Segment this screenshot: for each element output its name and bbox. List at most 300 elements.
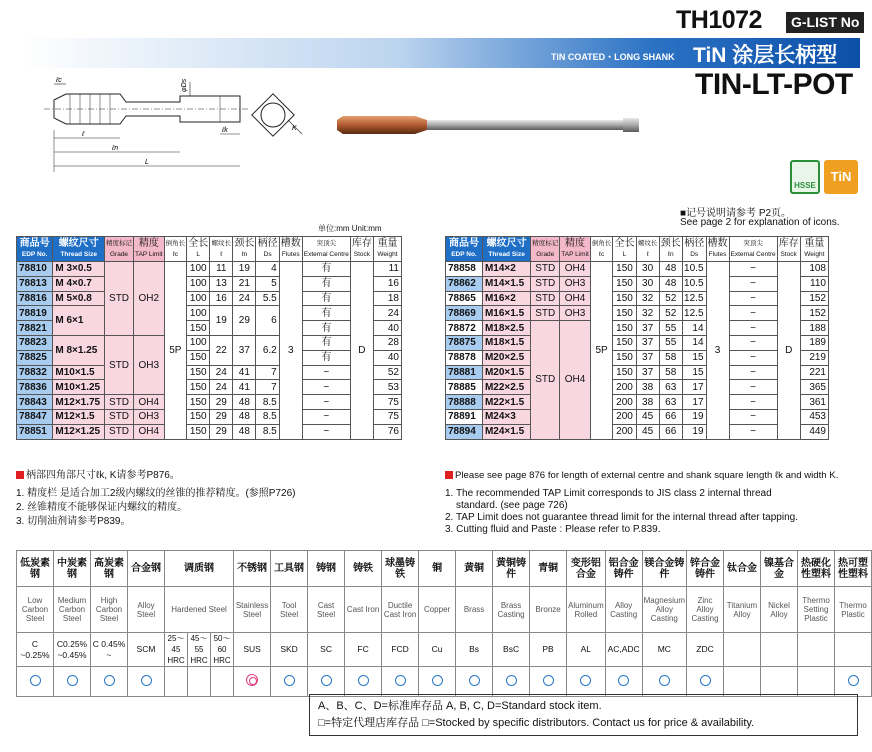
- material-code: [798, 633, 835, 667]
- cell-size: M16×1.5: [482, 306, 530, 321]
- material-mark: [308, 667, 345, 697]
- cell-ln: 48: [233, 424, 256, 439]
- cell-ln: 21: [233, 276, 256, 291]
- suitable-circle-icon: [321, 675, 332, 686]
- cell-ln: 48: [659, 262, 682, 277]
- table-row: [17, 380, 402, 395]
- note-left-1: 1. 精度栏 是适合加工2级内螺纹的丝锥的推荐精度。(参照P726): [16, 488, 296, 499]
- note-right-0: Please see page 876 for length of external centre and shank square length ℓk and width K.: [445, 470, 838, 482]
- material-name: 不锈钢: [234, 551, 271, 587]
- material-name: 钛合金: [724, 551, 761, 587]
- cell-weight: 152: [800, 306, 828, 321]
- cell-L: 150: [187, 424, 210, 439]
- cell-size: M12×1.25: [53, 424, 105, 439]
- cell-tap: OH3: [560, 276, 591, 291]
- cell-centre: −: [729, 276, 777, 291]
- cell-lc: 5P: [164, 262, 187, 440]
- material-mark: [761, 667, 798, 697]
- catalog-code: TH1072: [676, 6, 762, 34]
- th-size: 螺纹尺寸 Thread Size: [482, 237, 530, 262]
- cell-edp: 78813: [17, 276, 53, 291]
- material-mark: [605, 667, 642, 697]
- cell-l: 37: [636, 321, 659, 336]
- suitable-circle-icon: [700, 675, 711, 686]
- note-left-3: 3. 切削油剂请参考P839。: [16, 516, 131, 527]
- cell-centre: −: [729, 262, 777, 277]
- suitable-circle-icon: [141, 675, 152, 686]
- cell-edp: 78875: [446, 335, 483, 350]
- cell-size: M22×1.5: [482, 395, 530, 410]
- material-mark: [419, 667, 456, 697]
- dim-ln: ℓn: [112, 145, 119, 152]
- material-name: 合金钢: [128, 551, 165, 587]
- material-mark: [493, 667, 530, 697]
- cell-ln: 37: [233, 335, 256, 365]
- cell-size: M 8×1.25: [53, 335, 105, 365]
- material-name: 变形铝合金: [567, 551, 606, 587]
- material-name: 镁合金铸件: [642, 551, 686, 587]
- table-row: [446, 335, 829, 350]
- cell-weight: 18: [373, 291, 401, 306]
- cell-tap: OH4: [134, 424, 165, 439]
- cell-centre: 有: [302, 276, 350, 291]
- cell-edp: 78819: [17, 306, 53, 321]
- cell-ds: 7: [256, 380, 279, 395]
- material-name-en: Thermo Setting Plastic: [798, 587, 835, 633]
- cell-ds: 14: [682, 335, 706, 350]
- material-code: 45～55 HRC: [188, 633, 211, 667]
- subtitle-cn: TiN 涂层长柄型: [693, 44, 838, 67]
- cell-tap: OH4: [560, 262, 591, 277]
- cell-weight: 75: [373, 395, 401, 410]
- red-square-icon: [16, 471, 24, 479]
- suitable-circle-icon: [543, 675, 554, 686]
- cell-centre: −: [729, 321, 777, 336]
- material-name-en: Stainless Steel: [234, 587, 271, 633]
- cell-size: M20×1.5: [482, 365, 530, 380]
- cell-centre: 有: [302, 306, 350, 321]
- cell-L: 100: [187, 291, 210, 306]
- red-square-icon: [445, 471, 453, 479]
- material-name: 热硬化性塑料: [798, 551, 835, 587]
- cell-weight: 40: [373, 350, 401, 365]
- model-name: TIN-LT-POT: [695, 68, 853, 101]
- cell-lc: 5P: [590, 262, 613, 440]
- th-grade: 精度标记 Grade: [105, 237, 134, 262]
- material-name: 锌合金铸件: [687, 551, 724, 587]
- cell-flutes: 3: [279, 262, 302, 440]
- cell-size: M14×2: [482, 262, 530, 277]
- cell-grade: STD: [531, 262, 560, 277]
- optimal-double-circle-icon: [246, 674, 258, 686]
- cell-l: 45: [636, 424, 659, 439]
- tap-dimension-drawing: [30, 72, 320, 182]
- cell-ln: 66: [659, 409, 682, 424]
- cell-l: 16: [210, 291, 233, 306]
- th-ln: 颈长 ℓn: [659, 237, 682, 262]
- cell-size: M24×1.5: [482, 424, 530, 439]
- suitable-circle-icon: [580, 675, 591, 686]
- cell-weight: 52: [373, 365, 401, 380]
- table-row: [17, 424, 402, 439]
- cell-tap: OH4: [560, 321, 591, 439]
- note-right-3: 3. Cutting fluid and Paste : Please refer to P.839.: [445, 524, 661, 535]
- material-code: SCM: [128, 633, 165, 667]
- cell-edp: 78862: [446, 276, 483, 291]
- cell-size: M10×1.5: [53, 365, 105, 380]
- suitable-circle-icon: [506, 675, 517, 686]
- cell-edp: 78888: [446, 395, 483, 410]
- material-name-en: Titanium Alloy: [724, 587, 761, 633]
- material-code: FC: [345, 633, 382, 667]
- cell-edp: 78865: [446, 291, 483, 306]
- table-row: [17, 365, 402, 380]
- cell-ln: 52: [659, 306, 682, 321]
- material-name-en: Copper: [419, 587, 456, 633]
- cell-centre: −: [302, 424, 350, 439]
- cell-edp: 78872: [446, 321, 483, 336]
- cell-l: 45: [636, 409, 659, 424]
- cell-tap: OH3: [134, 409, 165, 424]
- cell-edp: 78851: [17, 424, 53, 439]
- material-name-en: Ductile Cast Iron: [382, 587, 419, 633]
- cell-centre: −: [302, 365, 350, 380]
- material-name: 低炭素钢: [17, 551, 54, 587]
- table-row: [446, 365, 829, 380]
- cell-l: 29: [210, 395, 233, 410]
- cell-grade: STD: [105, 424, 134, 439]
- material-name: 工具钢: [271, 551, 308, 587]
- material-mark: [271, 667, 308, 697]
- cell-ds: 15: [682, 350, 706, 365]
- material-name: 铝合金铸件: [605, 551, 642, 587]
- cell-l: 29: [210, 409, 233, 424]
- material-name: 镍基合金: [761, 551, 798, 587]
- material-mark: [456, 667, 493, 697]
- th-lc: 倒角长 ℓc: [164, 237, 187, 262]
- cell-edp: 78885: [446, 380, 483, 395]
- table-row: [17, 395, 402, 410]
- cell-L: 200: [613, 380, 636, 395]
- cell-edp: 78843: [17, 395, 53, 410]
- cell-ds: 7: [256, 365, 279, 380]
- cell-ln: 48: [659, 276, 682, 291]
- th-stock: 库存 Stock: [350, 237, 373, 262]
- tin-coating-icon: TiN: [824, 160, 858, 194]
- cell-size: M24×3: [482, 409, 530, 424]
- cell-ds: 17: [682, 380, 706, 395]
- material-mark: [234, 667, 271, 697]
- cell-ds: 10.5: [682, 262, 706, 277]
- material-name-en: Aluminum Rolled: [567, 587, 606, 633]
- cell-L: 150: [613, 350, 636, 365]
- cell-ln: 63: [659, 380, 682, 395]
- unit-label: 单位:mm Unit:mm: [318, 224, 382, 233]
- cell-ds: 19: [682, 409, 706, 424]
- table-row: [446, 350, 829, 365]
- th-L: 全长 L: [187, 237, 210, 262]
- cell-centre: −: [729, 291, 777, 306]
- material-name-en: Brass: [456, 587, 493, 633]
- table-row: [446, 262, 829, 277]
- cell-ds: 8.5: [256, 409, 279, 424]
- material-mark: [211, 667, 234, 697]
- cell-grade: STD: [531, 291, 560, 306]
- cell-L: 150: [187, 321, 210, 336]
- material-mark: [530, 667, 567, 697]
- material-mark: [724, 667, 761, 697]
- cell-ds: 15: [682, 365, 706, 380]
- material-code: ZDC: [687, 633, 724, 667]
- cell-weight: 28: [373, 335, 401, 350]
- material-mark: [567, 667, 606, 697]
- cell-grade: STD: [531, 321, 560, 439]
- cell-weight: 53: [373, 380, 401, 395]
- material-en-row: [17, 587, 872, 633]
- cell-l: 29: [210, 424, 233, 439]
- table-row: [17, 306, 402, 321]
- material-code: PB: [530, 633, 567, 667]
- suitable-circle-icon: [469, 675, 480, 686]
- cell-weight: 365: [800, 380, 828, 395]
- cell-weight: 219: [800, 350, 828, 365]
- cell-L: 100: [187, 262, 210, 277]
- dim-lk: ℓk: [222, 127, 228, 134]
- cell-tap: OH4: [134, 395, 165, 410]
- cell-grade: STD: [531, 306, 560, 321]
- cell-centre: −: [302, 395, 350, 410]
- cell-l: 37: [636, 350, 659, 365]
- cell-ds: 6.2: [256, 335, 279, 365]
- material-name-en: Brass Casting: [493, 587, 530, 633]
- material-name-en: Low Carbon Steel: [17, 587, 54, 633]
- cell-size: M 3×0.5: [53, 262, 105, 277]
- th-centre: 突顶尖 External Centre: [729, 237, 777, 262]
- cell-l: 30: [636, 262, 659, 277]
- cell-ln: 19: [233, 262, 256, 277]
- cell-centre: 有: [302, 321, 350, 336]
- cell-edp: 78823: [17, 335, 53, 350]
- suitable-circle-icon: [67, 675, 78, 686]
- cell-centre: −: [729, 380, 777, 395]
- material-code: SKD: [271, 633, 308, 667]
- material-code: [724, 633, 761, 667]
- material-code: 25～45 HRC: [165, 633, 188, 667]
- material-name-en: Nickel Alloy: [761, 587, 798, 633]
- cell-ds: 8.5: [256, 424, 279, 439]
- th-tap: 精度 TAP Limit: [134, 237, 165, 262]
- cell-centre: −: [729, 306, 777, 321]
- cell-L: 150: [613, 335, 636, 350]
- th-weight: 重量 Weight: [373, 237, 401, 262]
- material-name-en: Alloy Steel: [128, 587, 165, 633]
- th-l: 螺纹长 ℓ: [636, 237, 659, 262]
- cell-edp: 78878: [446, 350, 483, 365]
- cell-ln: 29: [233, 306, 256, 336]
- cell-weight: 24: [373, 306, 401, 321]
- material-name-en: Cast Steel: [308, 587, 345, 633]
- cell-l: 22: [210, 335, 233, 365]
- material-name-en: Magnesium Alloy Casting: [642, 587, 686, 633]
- dim-L: L: [145, 159, 149, 166]
- suitable-circle-icon: [30, 675, 41, 686]
- material-name: 黄铜铸件: [493, 551, 530, 587]
- suitable-circle-icon: [848, 675, 859, 686]
- cell-ds: 17: [682, 395, 706, 410]
- table-row: [17, 262, 402, 277]
- table-row: [446, 306, 829, 321]
- cell-grade: STD: [105, 335, 134, 394]
- th-tap: 精度 TAP Limit: [560, 237, 591, 262]
- material-mark: [17, 667, 54, 697]
- cell-tap: OH4: [560, 291, 591, 306]
- material-name: 黄铜: [456, 551, 493, 587]
- cell-weight: 221: [800, 365, 828, 380]
- cell-ds: 12.5: [682, 291, 706, 306]
- cell-l: 30: [636, 276, 659, 291]
- cell-weight: 361: [800, 395, 828, 410]
- material-code: SUS: [234, 633, 271, 667]
- cell-weight: 16: [373, 276, 401, 291]
- tap-product-photo: [335, 110, 645, 140]
- cell-L: 150: [613, 276, 636, 291]
- material-code: FCD: [382, 633, 419, 667]
- cell-l: 37: [636, 335, 659, 350]
- th-grade: 精度标记 Grade: [531, 237, 560, 262]
- cell-weight: 110: [800, 276, 828, 291]
- cell-L: 100: [187, 276, 210, 291]
- cell-ln: 48: [233, 409, 256, 424]
- cell-l: 24: [210, 380, 233, 395]
- cell-weight: 152: [800, 291, 828, 306]
- material-code-row: [17, 633, 872, 667]
- cell-ds: 6: [256, 306, 279, 336]
- th-ds: 柄径 Ds: [682, 237, 706, 262]
- cell-stock: D: [350, 262, 373, 440]
- table-row: [446, 409, 829, 424]
- material-name-en: Alloy Casting: [605, 587, 642, 633]
- cell-edp: 78832: [17, 365, 53, 380]
- material-code: [761, 633, 798, 667]
- cell-edp: 78825: [17, 350, 53, 365]
- cell-ln: 41: [233, 380, 256, 395]
- cell-ln: 48: [233, 395, 256, 410]
- cell-ln: 58: [659, 350, 682, 365]
- table-row: [446, 380, 829, 395]
- cell-size: M18×1.5: [482, 335, 530, 350]
- cell-ln: 52: [659, 291, 682, 306]
- spec-table-right: [445, 236, 829, 440]
- suitable-circle-icon: [358, 675, 369, 686]
- th-centre: 突顶尖 External Centre: [302, 237, 350, 262]
- cell-l: 32: [636, 291, 659, 306]
- material-code: Cu: [419, 633, 456, 667]
- table-row: [446, 321, 829, 336]
- th-weight: 重量 Weight: [800, 237, 828, 262]
- material-code: 50～60 HRC: [211, 633, 234, 667]
- cell-size: M 4×0.7: [53, 276, 105, 291]
- cell-size: M22×2.5: [482, 380, 530, 395]
- table-row: [17, 291, 402, 306]
- cell-grade: STD: [531, 276, 560, 291]
- th-flutes: 槽数 Flutes: [706, 237, 729, 262]
- material-name: 铸钢: [308, 551, 345, 587]
- material-code: AC,ADC: [605, 633, 642, 667]
- cell-l: 38: [636, 380, 659, 395]
- note-right-1: 1. The recommended TAP Limit corresponds to JIS class 2 internal thread: [445, 488, 772, 499]
- cell-ln: 63: [659, 395, 682, 410]
- material-code: Bs: [456, 633, 493, 667]
- cell-L: 150: [613, 291, 636, 306]
- material-mark: [54, 667, 91, 697]
- material-code: C 0.45% ~: [91, 633, 128, 667]
- material-name: 铸铁: [345, 551, 382, 587]
- cell-edp: 78821: [17, 321, 53, 336]
- cell-centre: −: [729, 350, 777, 365]
- cell-L: 150: [187, 395, 210, 410]
- cell-L: 200: [613, 424, 636, 439]
- icon-note-cn: ■记号说明请参考 P2页。: [680, 208, 792, 219]
- cell-edp: 78881: [446, 365, 483, 380]
- stock-legend-line2: □=特定代理店库存品 □=Stocked by specific distributors. Contact us for price & availability.: [318, 717, 755, 729]
- cell-centre: −: [729, 424, 777, 439]
- cell-size: M 6×1: [53, 306, 105, 336]
- cell-L: 150: [187, 380, 210, 395]
- cell-l: 19: [210, 306, 233, 336]
- cell-L: 200: [613, 395, 636, 410]
- cell-weight: 11: [373, 262, 401, 277]
- suitable-circle-icon: [659, 675, 670, 686]
- cell-grade: STD: [105, 409, 134, 424]
- cell-flutes: 3: [706, 262, 729, 440]
- stock-legend-line1: A、B、C、D=标准库存品 A, B, C, D=Standard stock item.: [318, 700, 602, 712]
- cell-ds: 14: [682, 321, 706, 336]
- th-size: 螺纹尺寸 Thread Size: [53, 237, 105, 262]
- suitable-circle-icon: [432, 675, 443, 686]
- cell-centre: −: [729, 395, 777, 410]
- cell-ds: 5: [256, 276, 279, 291]
- material-mark: [91, 667, 128, 697]
- note-right-2: 2. TAP Limit does not guarantee thread limit for the internal thread after tapping.: [445, 512, 798, 523]
- material-name-en: Zinc Alloy Casting: [687, 587, 724, 633]
- material-name: 热可塑性塑料: [835, 551, 872, 587]
- cell-L: 100: [187, 335, 210, 350]
- material-mark: [165, 667, 188, 697]
- cell-weight: 108: [800, 262, 828, 277]
- material-name-en: Medium Carbon Steel: [54, 587, 91, 633]
- suitable-circle-icon: [618, 675, 629, 686]
- material-name: 铜: [419, 551, 456, 587]
- material-name-en: Bronze: [530, 587, 567, 633]
- subtitle-en: TiN COATED・LONG SHANK: [551, 52, 675, 62]
- cell-centre: −: [729, 409, 777, 424]
- th-stock: 库存 Stock: [777, 237, 800, 262]
- cell-L: 150: [613, 365, 636, 380]
- table-row: [446, 291, 829, 306]
- material-name-en: High Carbon Steel: [91, 587, 128, 633]
- material-mark: [642, 667, 686, 697]
- th-l: 螺纹长 ℓ: [210, 237, 233, 262]
- material-mark: [835, 667, 872, 697]
- cell-ds: 8.5: [256, 395, 279, 410]
- th-ds: 柄径 Ds: [256, 237, 279, 262]
- material-code: C ~0.25%: [17, 633, 54, 667]
- material-suitability-row: [17, 667, 872, 697]
- cell-ds: 5.5: [256, 291, 279, 306]
- th-flutes: 槽数 Flutes: [279, 237, 302, 262]
- note-left-0: 柄部四角部尺寸ℓk, K请参考P876。: [16, 470, 180, 482]
- cell-weight: 75: [373, 409, 401, 424]
